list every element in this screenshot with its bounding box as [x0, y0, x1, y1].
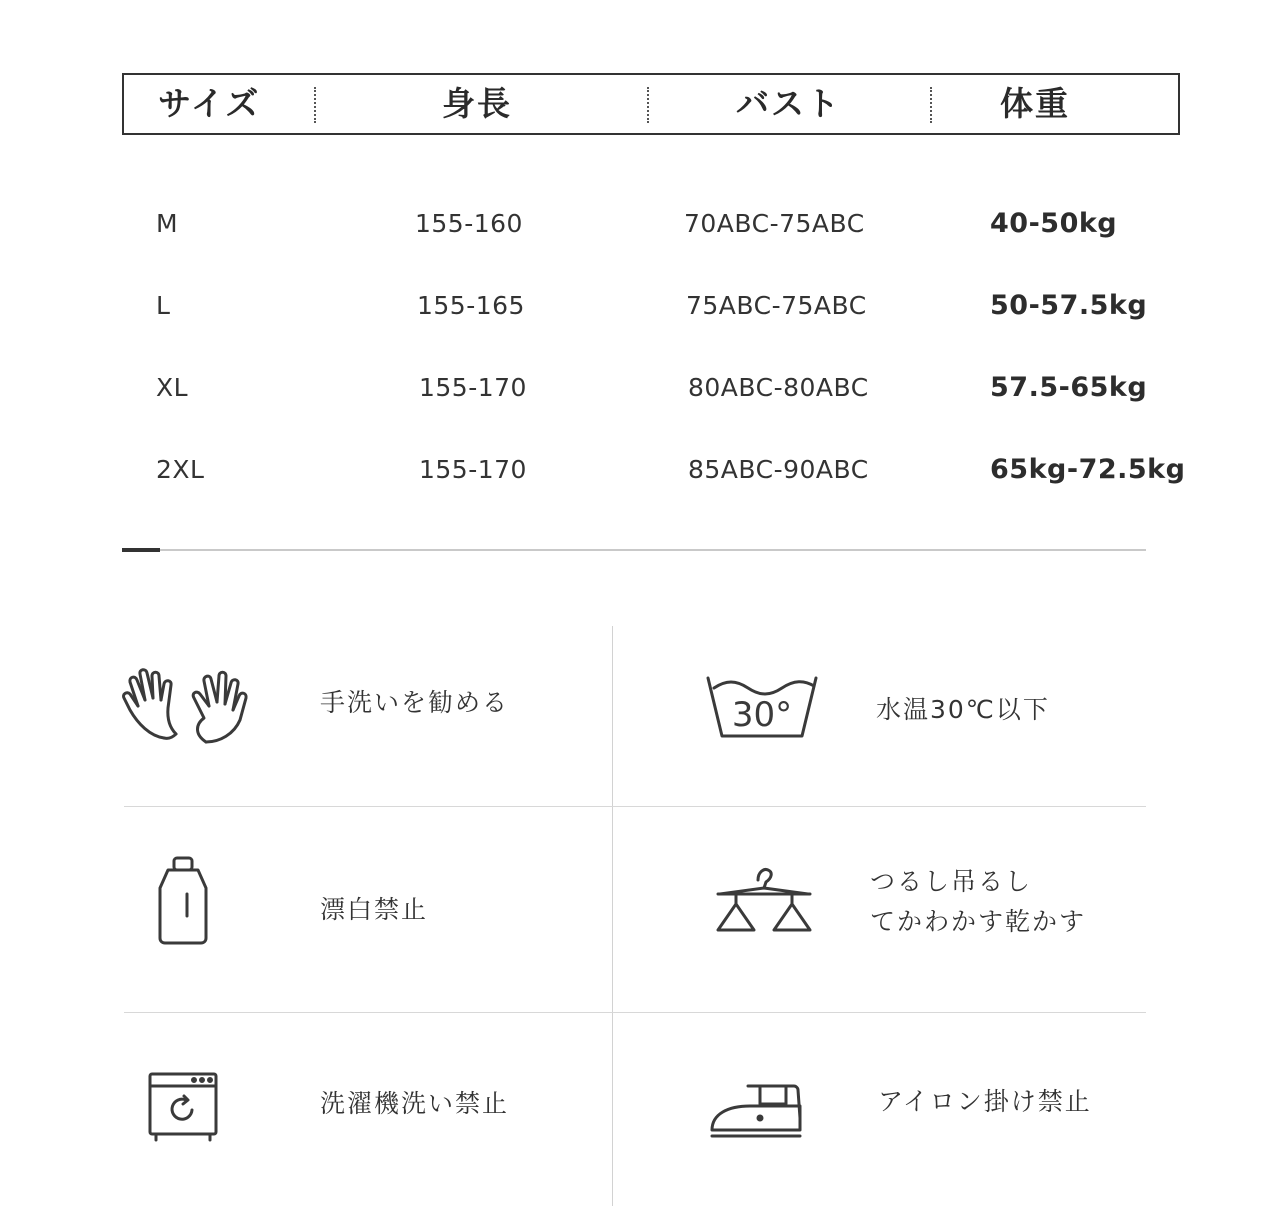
care-grid-horizontal-line: [124, 1012, 1146, 1013]
header-bust: バスト: [736, 84, 841, 123]
weight-cell: 50-57.5kg: [990, 290, 1148, 321]
bust-cell: 75ABC-75ABC: [686, 291, 867, 320]
height-cell: 155-170: [419, 373, 527, 402]
hang-dry-text: [870, 862, 1086, 942]
table-row: [0, 204, 1280, 244]
wash-temp-label: 30°: [731, 695, 793, 735]
hanger-icon: [712, 864, 816, 942]
hand-wash-text: 手洗いを勧める: [320, 688, 510, 717]
header-divider: [314, 87, 316, 123]
wash-tub-30-icon: [704, 672, 820, 744]
care-grid-horizontal-line: [124, 806, 1146, 807]
no-bleach-text: 漂白禁止: [320, 895, 429, 924]
bleach-bottle-icon: [152, 854, 214, 950]
bust-cell: 70ABC-75ABC: [684, 209, 865, 238]
weight-cell: 65kg-72.5kg: [990, 454, 1186, 485]
care-grid-vertical-line: [612, 626, 613, 1206]
iron-icon: [708, 1078, 806, 1146]
size-cell: M: [156, 209, 179, 238]
size-cell: 2XL: [156, 455, 205, 484]
table-row: [0, 450, 1280, 490]
size-cell: L: [156, 291, 171, 320]
header-height: 身長: [442, 84, 512, 123]
header-divider: [647, 87, 649, 123]
bust-cell: 85ABC-90ABC: [688, 455, 869, 484]
water-temp-text: 水温30℃以下: [876, 695, 1050, 724]
table-row: [0, 286, 1280, 326]
header-size: サイズ: [158, 84, 261, 123]
bust-cell: 80ABC-80ABC: [688, 373, 869, 402]
no-iron-text: アイロン掛け禁止: [878, 1087, 1092, 1116]
section-divider: [122, 549, 1146, 551]
weight-cell: 40-50kg: [990, 208, 1118, 239]
washing-machine-icon: [146, 1070, 220, 1146]
table-row: [0, 368, 1280, 408]
no-machine-wash-text: 洗濯機洗い禁止: [320, 1089, 510, 1118]
hang-dry-line-1: つるし吊るし: [870, 867, 1033, 896]
height-cell: 155-165: [417, 291, 525, 320]
height-cell: 155-160: [415, 209, 523, 238]
header-divider: [930, 87, 932, 123]
divider-accent: [122, 548, 160, 552]
size-table-header: [122, 73, 1180, 135]
size-cell: XL: [156, 373, 189, 402]
header-weight: 体重: [1000, 84, 1070, 123]
hang-dry-line-2: てかわかす乾かす: [870, 907, 1087, 936]
height-cell: 155-170: [419, 455, 527, 484]
hand-wash-icon: [120, 664, 252, 752]
weight-cell: 57.5-65kg: [990, 372, 1148, 403]
